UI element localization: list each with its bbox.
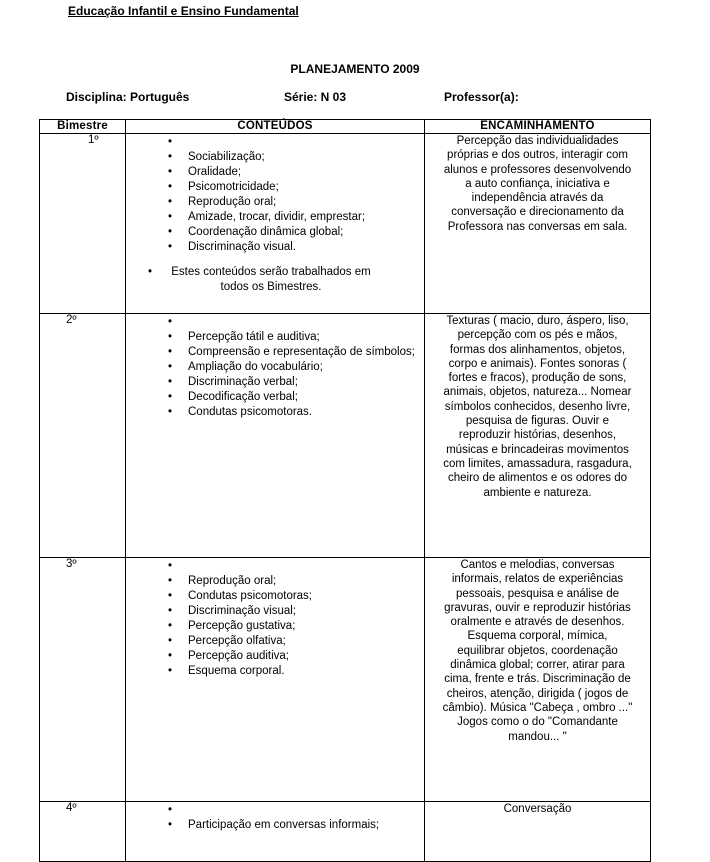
encaminhamento-cell (425, 802, 651, 862)
list-item: • Oralidade; (188, 165, 424, 180)
list-item: • Reprodução oral; (188, 574, 424, 589)
school-label: Educação Infantil e Ensino Fundamental (68, 4, 299, 18)
list-item: • Condutas psicomotoras; (188, 589, 424, 604)
encaminhamento-cell (425, 314, 651, 558)
table-header-row (40, 120, 651, 134)
all-bimesters-note: • Estes conteúdos serão trabalhados em todos os Bimestres. (126, 265, 386, 295)
list-item: • Discriminação visual. (188, 240, 424, 255)
list-item (188, 803, 424, 818)
bimestre-number: 4º (66, 802, 77, 814)
series-label: Série: N 03 (284, 90, 347, 104)
list-item: • Discriminação visual; (188, 604, 424, 619)
document-title: PLANEJAMENTO 2009 (290, 62, 420, 76)
list-item: • Compreensão e representação de símbolos; (188, 345, 424, 360)
encaminhamento-text: Cantos e melodias, conversas informais, relatos de experiências pessoais, pesquisa e análise de gravuras, ouvir e reproduzir histórias oralmente e através de desenhos. Esquema corporal, mímica, equilibrar objetos, coordenação dinâmica global; correr, atirar para cima, frente e trás. Discriminação de cheiros, atenção, dirigida ( jogos de câmbio). Música "Cabeça , ombro ..." Jogos como o do "Comandante mandou... " (442, 559, 633, 743)
conteudos-cell (126, 134, 425, 314)
conteudos-list (126, 315, 424, 420)
list-item: • Participação em conversas informais; (188, 818, 424, 833)
column-header-bimestre: Bimestre (40, 120, 126, 134)
bimestre-number: 3º (66, 558, 77, 570)
list-item: • Percepção tátil e auditiva; (188, 330, 424, 345)
list-item: • Esquema corporal. (188, 664, 424, 679)
bimestre-number: 1º (88, 134, 99, 146)
list-item: • Reprodução oral; (188, 195, 424, 210)
bimestre-cell (40, 802, 126, 862)
conteudos-cell (126, 558, 425, 802)
teacher-label: Professor(a): (444, 90, 519, 104)
table-row-bimestre-2 (40, 314, 651, 558)
list-item: • Percepção gustativa; (188, 619, 424, 634)
conteudos-cell (126, 802, 425, 862)
planning-table (39, 119, 651, 862)
bimestre-cell (40, 314, 126, 558)
encaminhamento-text: Conversação (503, 803, 572, 815)
table-row-bimestre-3 (40, 558, 651, 802)
list-item: • Decodificação verbal; (188, 390, 424, 405)
list-item: • Ampliação do vocabulário; (188, 360, 424, 375)
list-item: • Condutas psicomotoras. (188, 405, 424, 420)
list-item: • Percepção auditiva; (188, 649, 424, 664)
encaminhamento-cell (425, 134, 651, 314)
conteudos-list (126, 559, 424, 679)
conteudos-list (126, 803, 424, 833)
bimestre-cell (40, 558, 126, 802)
column-header-encaminhamento: ENCAMINHAMENTO (425, 120, 651, 134)
discipline-label: Disciplina: Português (66, 90, 190, 104)
list-item: • Amizade, trocar, dividir, emprestar; (188, 210, 424, 225)
list-item: • Sociabilização; (188, 150, 424, 165)
list-item (188, 135, 424, 150)
list-item: • Percepção olfativa; (188, 634, 424, 649)
encaminhamento-text: Percepção das individualidades próprias e dos outros, interagir com alunos e professores desenvolvendo a auto confiança, iniciativa e independência através da conversação e direcionamento da Professora nas conversas em sala. (443, 135, 632, 233)
encaminhamento-cell (425, 558, 651, 802)
table-row-bimestre-4 (40, 802, 651, 862)
list-item (188, 559, 424, 574)
list-item (188, 315, 424, 330)
bimestre-number: 2º (66, 314, 77, 326)
list-item: • Discriminação verbal; (188, 375, 424, 390)
encaminhamento-text: Texturas ( macio, duro, áspero, liso, percepção com os pés e mãos, formas dos alinhamentos, objetos, corpo e animais). Fontes sonoras ( fortes e fracos), produção de sons, animais, objetos, natureza... Nomear símbolos conhecidos, desenho livre, pesquisa de figuras. Ouvir e reproduzir histórias, desenhos, músicas e brincadeiras movimentos com limites, amassadura, rasgadura, cheiro de alimentos e os odores do ambiente e natureza. (443, 315, 632, 499)
conteudos-list (126, 135, 424, 255)
conteudos-cell (126, 314, 425, 558)
column-header-conteudos: CONTEÚDOS (126, 120, 425, 134)
bimestre-cell (40, 134, 126, 314)
table-row-bimestre-1 (40, 134, 651, 314)
list-item: • Psicomotricidade; (188, 180, 424, 195)
list-item: • Coordenação dinâmica global; (188, 225, 424, 240)
